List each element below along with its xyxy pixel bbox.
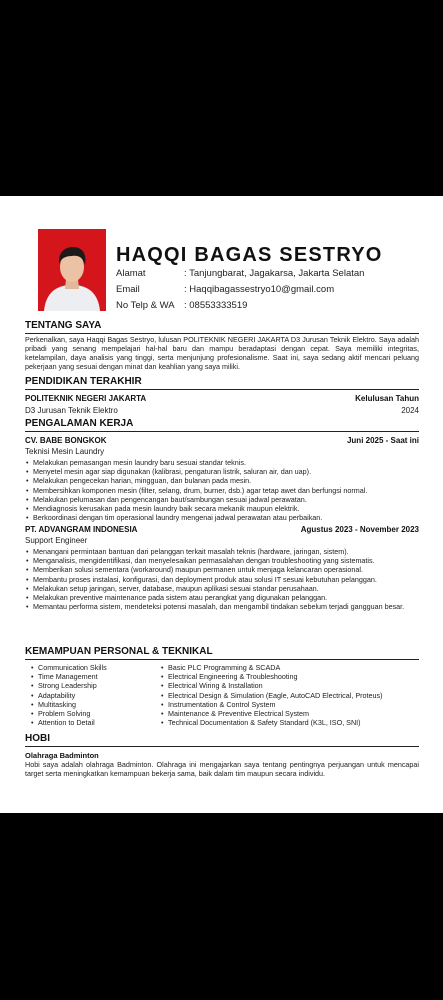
section-title-skills: KEMAMPUAN PERSONAL & TEKNIKAL xyxy=(25,646,419,660)
list-item: • Communication Skills xyxy=(30,663,160,672)
email-label: Email xyxy=(116,284,140,295)
address-value: : Tanjungbarat, Jagakarsa, Jakarta Selatan xyxy=(184,268,365,279)
section-title-experience: PENGALAMAN KERJA xyxy=(25,418,419,432)
job-period: Juni 2025 - Saat ini xyxy=(346,436,419,445)
full-name: HAQQI BAGAS SESTRYO xyxy=(116,244,383,266)
list-item: • Membantu proses instalasi, konfigurasi, dan deployment produk atau solusi IT sesuai kebutuhan pelanggan. xyxy=(25,575,419,584)
list-item: • Melakukan pengecekan harian, mingguan, dan bulanan pada mesin. xyxy=(25,476,419,485)
company-name: CV. BABE BONGKOK xyxy=(25,436,107,445)
personal-skills-list xyxy=(30,663,160,727)
list-item: • Berkoordinasi dengan tim operasional laundry mengenai jadwal perawatan atau perbaikan. xyxy=(25,513,419,522)
resume-page xyxy=(0,196,443,813)
list-item: • Maintenance & Preventive Electrical System xyxy=(160,709,422,718)
list-item: • Melakukan pelumasan dan pengencangan baut/sambungan sesuai jadwal perawatan. xyxy=(25,495,419,504)
list-item: • Basic PLC Programming & SCADA xyxy=(160,663,422,672)
list-item: • Memberikan solusi sementara (workaround) maupun permanen untuk menjaga kelancaran operasional. xyxy=(25,565,419,574)
hobby-text: Hobi saya adalah olahraga Badminton. Olahraga ini mengajarkan saya tentang pentingnya perjuangan untuk mencapai target serta meningkatkan kemampuan bekerja sama, baik dalam tim maupun secara individu. xyxy=(25,760,419,778)
section-title-hobby: HOBI xyxy=(25,733,419,747)
list-item: • Menganalisis, mengidentifikasi, dan menyelesaikan permasalahan dengan troubleshooting yang sistematis. xyxy=(25,556,419,565)
job-period: Agustus 2023 - November 2023 xyxy=(300,525,419,534)
graduation-year: 2024 xyxy=(401,406,419,415)
list-item: • Adaptability xyxy=(30,691,160,700)
address-row xyxy=(116,268,364,279)
list-item: • Melakukan preventive maintenance pada sistem atau perangkat yang digunakan pelanggan. xyxy=(25,593,419,602)
list-item: • Strong Leadership xyxy=(30,681,160,690)
phone-label: No Telp & WA xyxy=(116,300,175,311)
company-name: PT. ADVANGRAM INDONESIA xyxy=(25,525,138,534)
list-item: • Membersihkan komponen mesin (filter, selang, drum, burner, dsb.) agar tetap awet dan berfungsi normal. xyxy=(25,486,419,495)
technical-skills-list xyxy=(160,663,422,727)
list-item: • Attention to Detail xyxy=(30,718,160,727)
list-item: • Menangani permintaan bantuan dari pelanggan terkait masalah teknis (hardware, jaringan, sistem). xyxy=(25,547,419,556)
list-item: • Menyetel mesin agar siap digunakan (kalibrasi, pengaturan listrik, saluran air, dan uap). xyxy=(25,467,419,476)
job-task-list-2 xyxy=(25,547,419,611)
job-role: Support Engineer xyxy=(25,536,88,545)
email-value: : Haqqibagassestryo10@gmail.com xyxy=(184,284,335,295)
job-task-list-1 xyxy=(25,458,419,522)
list-item: • Melakukan setup jaringan, server, database, maupun aplikasi sesuai standar perusahaan. xyxy=(25,584,419,593)
person-silhouette-icon xyxy=(38,229,106,311)
list-item: • Electrical Engineering & Troubleshooting xyxy=(160,672,422,681)
phone-row xyxy=(116,300,247,311)
section-title-education: PENDIDIKAN TERAKHIR xyxy=(25,376,419,390)
list-item: • Electrical Wiring & Installation xyxy=(160,681,422,690)
major-name: D3 Jurusan Teknik Elektro xyxy=(25,406,118,415)
list-item: • Memantau performa sistem, mendeteksi potensi masalah, dan mengambil tindakan sebelum terjadi gangguan besar. xyxy=(25,602,419,611)
profile-photo xyxy=(38,229,106,311)
list-item: • Technical Documentation & Safety Standard (K3L, ISO, SNI) xyxy=(160,718,422,727)
graduation-year-label: Kelulusan Tahun xyxy=(355,394,419,403)
job-role: Teknisi Mesin Laundry xyxy=(25,447,105,456)
list-item: • Time Management xyxy=(30,672,160,681)
list-item: • Instrumentation & Control System xyxy=(160,700,422,709)
phone-value: : 08553333519 xyxy=(184,300,248,311)
list-item: • Multitasking xyxy=(30,700,160,709)
section-title-about: TENTANG SAYA xyxy=(25,320,419,334)
list-item: • Problem Solving xyxy=(30,709,160,718)
about-text: Perkenalkan, saya Haqqi Bagas Sestryo, lulusan POLITEKNIK NEGERI JAKARTA D3 Jurusan Teknik Elektro. Saya adalah pribadi yang senang mempelajari hal-hal baru dan mampu beradaptasi dengan cepat. Saya memiliki integritas, ketelampilan, daya analisis yang tinggi, serta menjunjung profesionalisme. Saat ini, saya sedang aktif mencari peluang pekerjaan yang sesuai dengan minat dan keahlian yang saya miliki. xyxy=(25,335,419,371)
email-row xyxy=(116,284,334,295)
list-item: • Melakukan pemasangan mesin laundry baru sesuai standar teknis. xyxy=(25,458,419,467)
list-item: • Mendiagnosis kerusakan pada mesin laundry baik secara mekanik maupun elektrik. xyxy=(25,504,419,513)
list-item: • Electrical Design & Simulation (Eagle, AutoCAD Electrical, Proteus) xyxy=(160,691,422,700)
school-name: POLITEKNIK NEGERI JAKARTA xyxy=(25,394,147,403)
hobby-subtitle-text: Olahraga Badminton xyxy=(25,751,99,760)
address-label: Alamat xyxy=(116,268,146,279)
